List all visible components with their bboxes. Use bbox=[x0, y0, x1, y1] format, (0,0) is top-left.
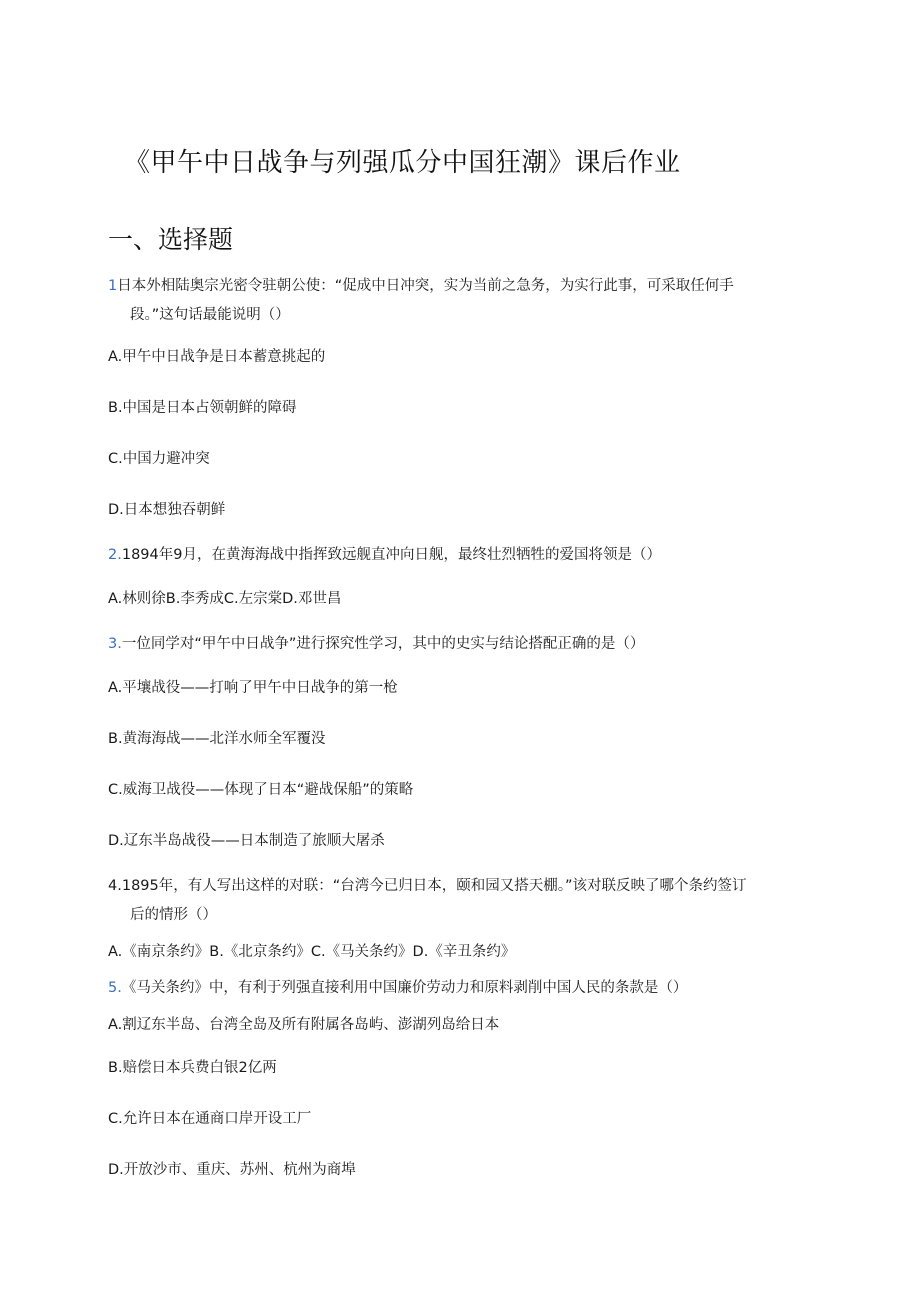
question-number: 2. bbox=[108, 547, 122, 563]
question-number: 3. bbox=[108, 636, 122, 652]
question-1-stem-cont: 段。”这句话最能说明（） bbox=[130, 307, 290, 323]
question-2-options: A.林则徐B.李秀成C.左宗棠D.邓世昌 bbox=[108, 591, 342, 607]
question-5-option-c: C.允许日本在通商口岸开设工厂 bbox=[108, 1111, 312, 1127]
question-1-option-b: B.中国是日本占领朝鲜的障碍 bbox=[108, 400, 297, 416]
question-3-option-d: D.辽东半岛战役——日本制造了旅顺大屠杀 bbox=[108, 833, 385, 849]
question-text: 《马关条约》中，有利于列强直接利用中国廉价劳动力和原料剥削中国人民的条款是（） bbox=[121, 980, 688, 996]
question-1-stem bbox=[108, 276, 734, 296]
question-number: 4. bbox=[108, 878, 122, 894]
question-1-option-a: A.甲午中日战争是日本蓄意挑起的 bbox=[108, 349, 326, 365]
question-number: 1 bbox=[108, 278, 118, 294]
question-1-option-c: C.中国力避冲突 bbox=[108, 451, 210, 467]
document-title: 《甲午中日战争与列强瓜分中国狂潮》课后作业 bbox=[124, 148, 681, 178]
question-text: 1895年，有人写出这样的对联：“台湾今已归日本，颐和园又搭天棚。”该对联反映了哪个条约签订 bbox=[121, 878, 747, 894]
question-5-option-a: A.割辽东半岛、台湾全岛及所有附属各岛屿、澎湖列岛给日本 bbox=[108, 1017, 500, 1033]
question-2-stem bbox=[108, 545, 661, 565]
question-3-option-c: C.威海卫战役——体现了日本“避战保船”的策略 bbox=[108, 782, 414, 798]
question-3-option-b: B.黄海海战——北洋水师全军覆没 bbox=[108, 731, 326, 747]
question-5-option-d: D.开放沙市、重庆、苏州、杭州为商埠 bbox=[108, 1162, 356, 1178]
question-4-stem-cont: 后的情形（） bbox=[130, 907, 217, 923]
question-5-option-b: B.赔偿日本兵费白银2亿两 bbox=[108, 1060, 277, 1076]
question-number: 5. bbox=[108, 980, 122, 996]
question-1-option-d: D.日本想独吞朝鲜 bbox=[108, 502, 226, 518]
question-3-stem bbox=[108, 634, 644, 654]
question-text: 一位同学对“甲午中日战争”进行探究性学习，其中的史实与结论搭配正确的是（） bbox=[121, 636, 645, 652]
question-3-option-a: A.平壤战役——打响了甲午中日战争的第一枪 bbox=[108, 680, 398, 696]
question-text: 1894年9月，在黄海海战中指挥致远舰直冲向日舰，最终壮烈牺牲的爱国将领是（） bbox=[121, 547, 661, 563]
question-4-options: A.《南京条约》B.《北京条约》C.《马关条约》D.《辛丑条约》 bbox=[108, 944, 516, 960]
question-text: 日本外相陆奥宗光密令驻朝公使：“促成中日冲突，实为当前之急务，为实行此事，可采取任何手 bbox=[117, 278, 734, 294]
question-4-stem bbox=[108, 876, 747, 896]
section-heading: 一、选择题 bbox=[108, 225, 234, 254]
question-5-stem bbox=[108, 978, 687, 998]
